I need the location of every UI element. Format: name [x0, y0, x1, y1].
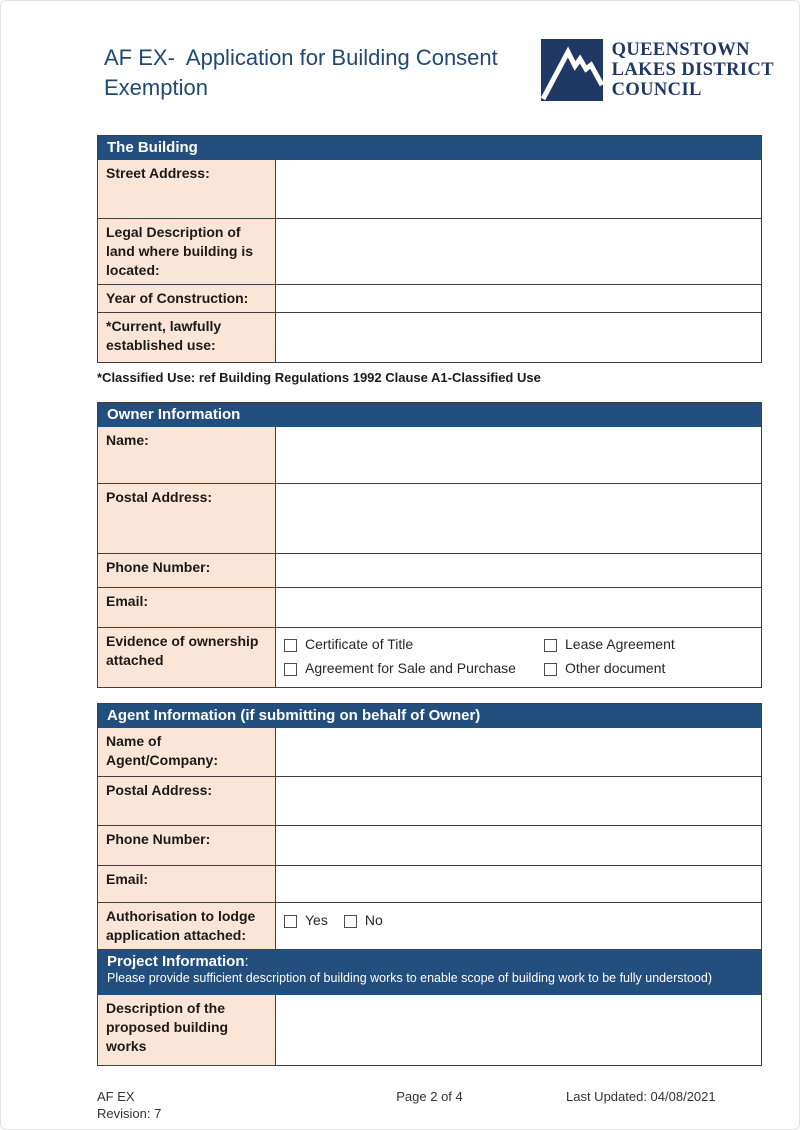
- field-label-cell: [98, 427, 276, 483]
- field-label-cell: [98, 903, 276, 949]
- checkbox-icon[interactable]: [284, 663, 297, 676]
- classified-use-note: *Classified Use: ref Building Regulations 1992 Clause A1-Classified Use: [97, 370, 541, 385]
- document-header: [1, 1, 799, 135]
- page-footer: [97, 1088, 762, 1122]
- council-logo: [541, 39, 774, 101]
- footer-revision: Revision: 7: [97, 1106, 162, 1121]
- section-agent-information: [97, 703, 762, 950]
- section-header-label: The Building: [107, 139, 198, 156]
- form-content: [97, 135, 762, 1066]
- mountain-logo-icon: [541, 39, 603, 101]
- current-lawful-use-input[interactable]: [276, 313, 761, 362]
- checkbox-icon[interactable]: [544, 663, 557, 676]
- field-label: Email:: [106, 593, 149, 609]
- checkbox-yes[interactable]: [284, 912, 328, 929]
- table-row: [98, 160, 761, 218]
- section-header-agent-information: [98, 704, 761, 728]
- field-label-cell: [98, 728, 276, 776]
- field-label: Name:: [106, 432, 149, 448]
- field-label-cell: [98, 484, 276, 553]
- section-header-the-building: [98, 136, 761, 160]
- table-row: [98, 728, 761, 776]
- section-header-project-information: [98, 950, 761, 995]
- checkbox-no[interactable]: [344, 912, 383, 929]
- table-row: [98, 218, 761, 284]
- legal-description-input[interactable]: [276, 219, 761, 284]
- field-label-cell: [98, 554, 276, 587]
- field-label-cell: [98, 628, 276, 687]
- logo-line-3: COUNCIL: [611, 80, 702, 100]
- owner-phone-input[interactable]: [276, 554, 761, 587]
- field-label-cell: [98, 160, 276, 218]
- footer-doc-code: AF EX: [97, 1089, 135, 1104]
- checkbox-icon[interactable]: [284, 639, 297, 652]
- project-header-subtext: Please provide sufficient description of building works to enable scope of building work to be fully understood): [107, 971, 712, 985]
- year-of-construction-input[interactable]: [276, 285, 761, 312]
- checkbox-lease-agreement[interactable]: [544, 636, 761, 653]
- checkbox-label: Lease Agreement: [565, 636, 675, 652]
- section-header-owner-information: [98, 403, 761, 427]
- table-row: [98, 284, 761, 312]
- field-label-cell: [98, 313, 276, 362]
- field-label-cell: [98, 826, 276, 865]
- table-row: [98, 587, 761, 627]
- field-label: Street Address:: [106, 165, 210, 181]
- evidence-options: [276, 628, 761, 683]
- section-header-label: Agent Information (if submitting on behalf of Owner): [107, 707, 481, 724]
- agent-name-input[interactable]: [276, 728, 761, 776]
- council-logo-text: [612, 39, 774, 100]
- field-label: Authorisation to lodge application attached:: [106, 908, 256, 943]
- footer-page-number: Page 2 of 4: [396, 1089, 463, 1104]
- table-row: [98, 483, 761, 553]
- checkbox-label: No: [364, 912, 383, 928]
- table-row: [98, 627, 761, 687]
- checkbox-label: Agreement for Sale and Purchase: [305, 660, 516, 676]
- section-the-building: [97, 135, 762, 363]
- field-label: Year of Construction:: [106, 290, 249, 306]
- section-header-label: Owner Information: [107, 406, 241, 423]
- field-label: Legal Description of land where building is located:: [106, 224, 254, 278]
- agent-postal-address-input[interactable]: [276, 777, 761, 825]
- table-row: [98, 776, 761, 825]
- field-label-cell: [98, 219, 276, 284]
- street-address-input[interactable]: [276, 160, 761, 218]
- authorisation-options: [276, 903, 761, 929]
- field-label: Postal Address:: [106, 782, 213, 798]
- owner-name-input[interactable]: [276, 427, 761, 483]
- field-label: Email:: [106, 871, 149, 887]
- page-title: AF EX- Application for Building Consent Exemption: [104, 45, 504, 100]
- checkbox-icon[interactable]: [344, 915, 357, 928]
- footer-left: [97, 1088, 396, 1122]
- field-label-cell: [98, 995, 276, 1065]
- table-row: [98, 902, 761, 949]
- checkbox-certificate-of-title[interactable]: [284, 636, 544, 653]
- table-row: [98, 865, 761, 902]
- checkbox-agreement-sale-purchase[interactable]: [284, 660, 544, 677]
- section-header-label: Project Information: [107, 953, 245, 970]
- field-label-cell: [98, 285, 276, 312]
- table-row: [98, 553, 761, 587]
- logo-line-1: QUEENSTOWN: [611, 40, 750, 60]
- description-of-works-input[interactable]: [276, 995, 761, 1065]
- field-label: Phone Number:: [106, 831, 211, 847]
- field-label-cell: [98, 777, 276, 825]
- field-label: Name of Agent/Company:: [106, 733, 218, 768]
- checkbox-label: Other document: [565, 660, 666, 676]
- owner-postal-address-input[interactable]: [276, 484, 761, 553]
- authorisation-cell: [276, 903, 761, 949]
- evidence-of-ownership-cell: [276, 628, 761, 687]
- project-header-line: [107, 953, 752, 970]
- table-row: [98, 312, 761, 362]
- checkbox-icon[interactable]: [544, 639, 557, 652]
- table-row: [98, 995, 761, 1065]
- section-project-information: [97, 949, 762, 1066]
- table-row: [98, 825, 761, 865]
- owner-email-input[interactable]: [276, 588, 761, 627]
- table-row: [98, 427, 761, 483]
- section-owner-information: [97, 402, 762, 688]
- checkbox-other-document[interactable]: [544, 660, 761, 677]
- agent-email-input[interactable]: [276, 866, 761, 902]
- field-label: *Current, lawfully established use:: [106, 318, 222, 353]
- checkbox-icon[interactable]: [284, 915, 297, 928]
- field-label-cell: [98, 866, 276, 902]
- logo-line-2: LAKES DISTRICT: [611, 60, 774, 80]
- field-label: Evidence of ownership attached: [106, 633, 259, 668]
- field-label: Postal Address:: [106, 489, 213, 505]
- field-label: Description of the proposed building works: [106, 1000, 229, 1054]
- section-header-colon: :: [244, 953, 249, 970]
- field-label: Phone Number:: [106, 559, 211, 575]
- footer-last-updated: Last Updated: 04/08/2021: [566, 1089, 716, 1104]
- field-label-cell: [98, 588, 276, 627]
- checkbox-label: Certificate of Title: [305, 636, 414, 652]
- checkbox-label: Yes: [305, 912, 328, 928]
- agent-phone-input[interactable]: [276, 826, 761, 865]
